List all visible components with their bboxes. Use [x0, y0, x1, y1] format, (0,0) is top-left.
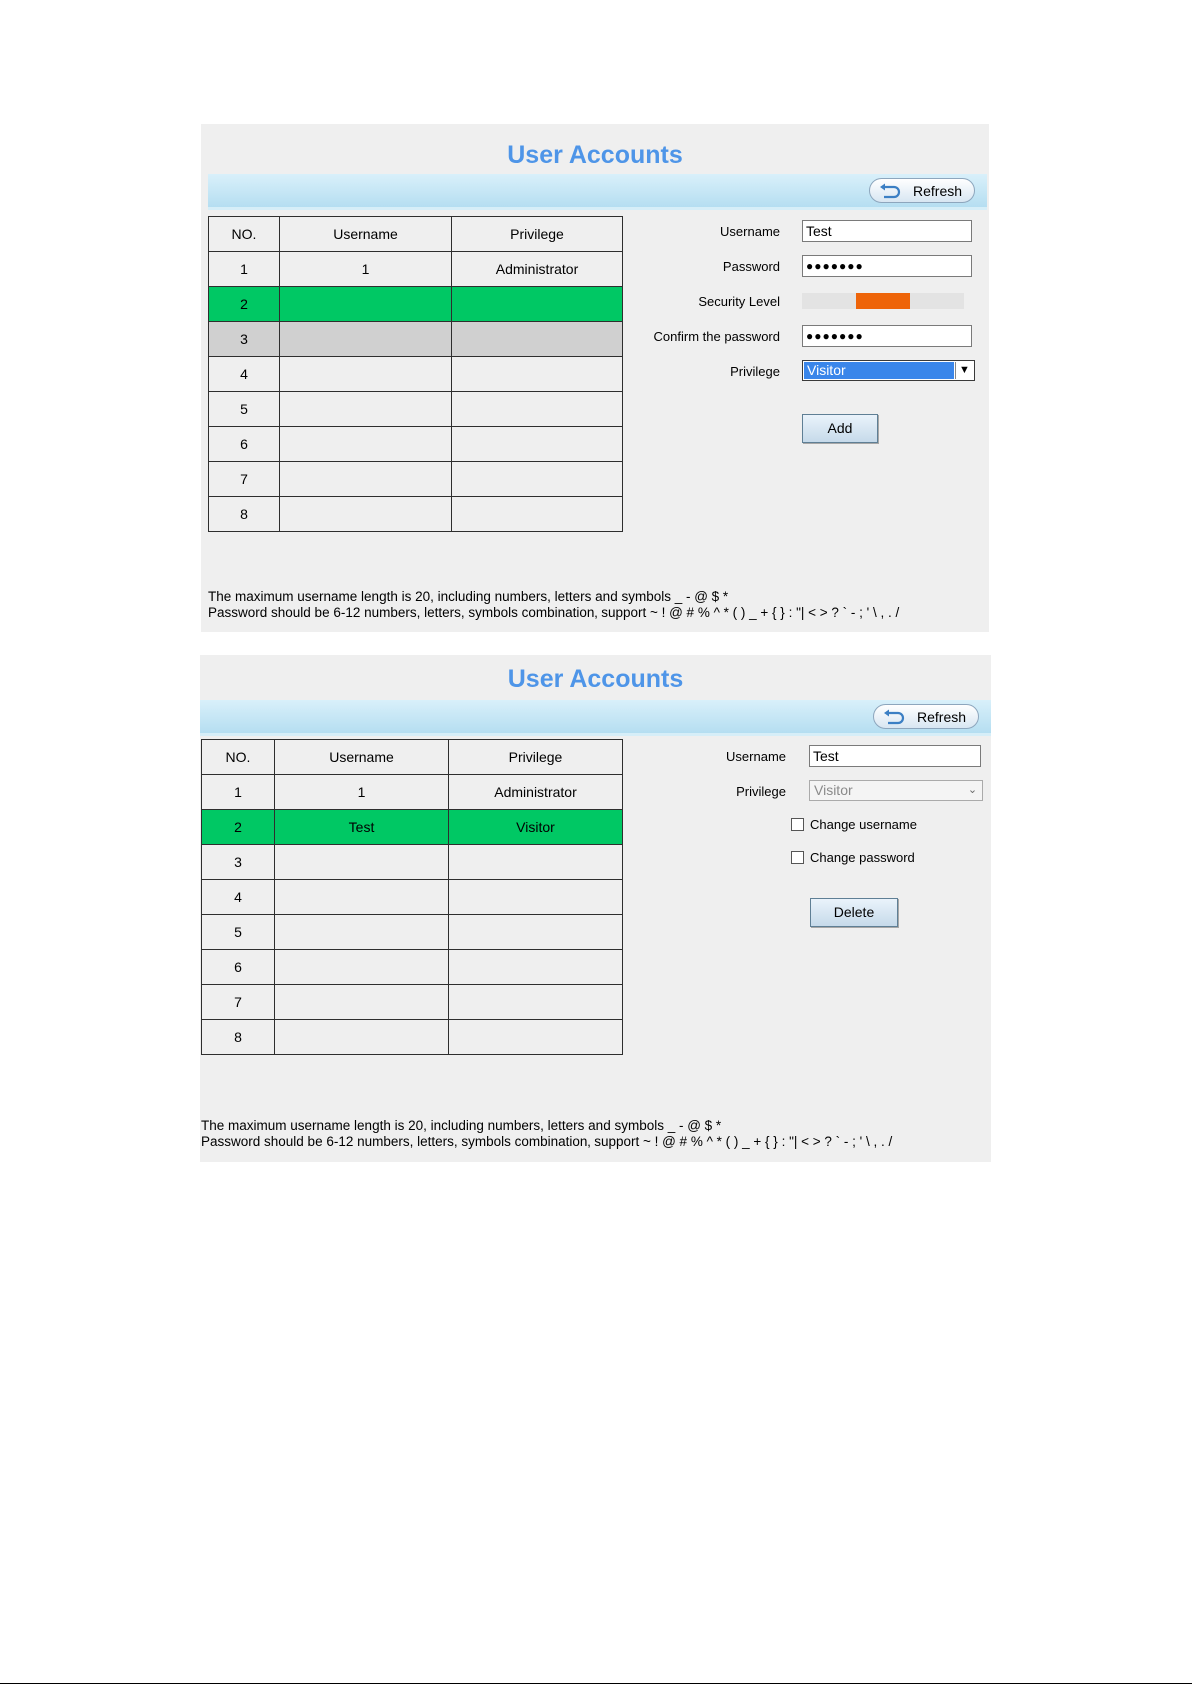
- row-no: 6: [202, 950, 275, 985]
- row-privilege: Administrator: [452, 252, 623, 287]
- delete-button[interactable]: Delete: [810, 898, 898, 927]
- table-row[interactable]: [202, 915, 623, 950]
- row-username: [280, 287, 452, 322]
- password-rule-note: Password should be 6-12 numbers, letters, symbols combination‚ support ~ ! @ # % ^ * ( ) _ + { } : "| < > ? ` - ; ' \ , . /: [201, 1134, 893, 1149]
- username-label: Username: [720, 224, 780, 239]
- change-password-checkbox[interactable]: [791, 851, 804, 864]
- security-level-fill: [856, 293, 910, 309]
- table-row[interactable]: [202, 845, 623, 880]
- row-no: 1: [209, 252, 280, 287]
- privilege-selected-value: Visitor: [804, 362, 954, 379]
- table-row[interactable]: [209, 357, 623, 392]
- refresh-label: Refresh: [913, 183, 963, 199]
- row-username: 1: [275, 775, 449, 810]
- table-row[interactable]: [209, 287, 623, 322]
- row-username: [275, 845, 449, 880]
- table-row[interactable]: [202, 810, 623, 845]
- page-title: User Accounts: [507, 141, 683, 169]
- confirm-password-label: Confirm the password: [653, 329, 780, 344]
- row-username: [275, 1020, 449, 1055]
- table-row[interactable]: [209, 427, 623, 462]
- table-row[interactable]: [202, 985, 623, 1020]
- row-no: 2: [202, 810, 275, 845]
- user-table: [201, 739, 623, 1055]
- table-row[interactable]: [202, 1020, 623, 1055]
- row-privilege: [449, 845, 623, 880]
- table-row[interactable]: [209, 322, 623, 357]
- row-privilege: [449, 950, 623, 985]
- confirm-password-input[interactable]: ●●●●●●●: [802, 325, 972, 347]
- chevron-down-icon: ⌄: [967, 784, 978, 796]
- column-header-privilege: Privilege: [449, 740, 623, 775]
- username-rule-note: The maximum username length is 20, including numbers, letters and symbols _ - @ $ *: [208, 589, 729, 604]
- row-username: [275, 915, 449, 950]
- change-username-checkbox[interactable]: [791, 818, 804, 831]
- password-label: Password: [722, 259, 780, 274]
- row-no: 8: [209, 497, 280, 532]
- row-privilege: [452, 462, 623, 497]
- user-table: [208, 216, 623, 532]
- refresh-label: Refresh: [917, 709, 967, 725]
- username-label: Username: [726, 749, 786, 764]
- page-footer-rule: [0, 1683, 1192, 1684]
- row-username: [275, 985, 449, 1020]
- row-privilege: [449, 1020, 623, 1055]
- row-no: 7: [209, 462, 280, 497]
- row-privilege: [452, 357, 623, 392]
- row-privilege: [449, 985, 623, 1020]
- row-no: 3: [202, 845, 275, 880]
- table-header-row: [202, 740, 623, 775]
- row-privilege: [452, 427, 623, 462]
- security-level-label: Security Level: [698, 294, 780, 309]
- row-no: 6: [209, 427, 280, 462]
- username-rule-note: The maximum username length is 20, including numbers, letters and symbols _ - @ $ *: [201, 1118, 722, 1133]
- row-no: 1: [202, 775, 275, 810]
- column-header-username: Username: [280, 217, 452, 252]
- row-username: [275, 880, 449, 915]
- row-no: 7: [202, 985, 275, 1020]
- change-password-label: Change password: [810, 850, 915, 865]
- row-username: [280, 322, 452, 357]
- privilege-select[interactable]: [809, 780, 983, 801]
- table-header-row: [209, 217, 623, 252]
- refresh-button[interactable]: [873, 704, 979, 729]
- change-username-label: Change username: [810, 817, 917, 832]
- table-row[interactable]: [209, 497, 623, 532]
- row-privilege: [449, 880, 623, 915]
- row-username: [280, 497, 452, 532]
- column-header-no: NO.: [202, 740, 275, 775]
- chevron-down-icon: ▼: [955, 362, 973, 379]
- privilege-select[interactable]: [802, 360, 975, 381]
- add-button[interactable]: Add: [802, 414, 878, 443]
- table-row[interactable]: [209, 462, 623, 497]
- column-header-privilege: Privilege: [452, 217, 623, 252]
- row-username: [280, 357, 452, 392]
- row-privilege: [452, 497, 623, 532]
- row-privilege: [452, 322, 623, 357]
- user-accounts-panel-add: [201, 124, 989, 632]
- username-input[interactable]: Test: [802, 220, 972, 242]
- row-username: Test: [275, 810, 449, 845]
- refresh-button[interactable]: [869, 178, 975, 203]
- row-privilege: [452, 392, 623, 427]
- privilege-label: Privilege: [736, 784, 786, 799]
- row-privilege: [449, 915, 623, 950]
- row-no: 2: [209, 287, 280, 322]
- toolbar-band: [208, 174, 987, 210]
- help-notes: [201, 1118, 892, 1150]
- row-no: 4: [202, 880, 275, 915]
- row-no: 4: [209, 357, 280, 392]
- row-no: 5: [209, 392, 280, 427]
- row-no: 5: [202, 915, 275, 950]
- column-header-no: NO.: [209, 217, 280, 252]
- row-privilege: Visitor: [449, 810, 623, 845]
- column-header-username: Username: [275, 740, 449, 775]
- row-no: 8: [202, 1020, 275, 1055]
- toolbar-band: [200, 700, 991, 736]
- help-notes: [208, 589, 899, 621]
- username-input[interactable]: Test: [809, 745, 981, 767]
- row-username: [275, 950, 449, 985]
- table-row[interactable]: [202, 880, 623, 915]
- row-privilege: Administrator: [449, 775, 623, 810]
- privilege-label: Privilege: [730, 364, 780, 379]
- user-accounts-panel-delete: [200, 655, 991, 1162]
- table-row[interactable]: [202, 950, 623, 985]
- row-privilege: [452, 287, 623, 322]
- security-level-meter: [802, 293, 964, 309]
- privilege-selected-value: Visitor: [814, 782, 853, 798]
- row-username: [280, 392, 452, 427]
- row-username: 1: [280, 252, 452, 287]
- table-row[interactable]: [202, 775, 623, 810]
- refresh-icon: [882, 709, 906, 725]
- password-rule-note: Password should be 6-12 numbers, letters, symbols combination‚ support ~ ! @ # % ^ * ( ) _ + { } : "| < > ? ` - ; ' \ , . /: [208, 605, 900, 620]
- table-row[interactable]: [209, 252, 623, 287]
- password-input[interactable]: ●●●●●●●: [802, 255, 972, 277]
- page-title: User Accounts: [507, 665, 684, 693]
- table-row[interactable]: [209, 392, 623, 427]
- row-username: [280, 462, 452, 497]
- row-no: 3: [209, 322, 280, 357]
- row-username: [280, 427, 452, 462]
- refresh-icon: [878, 183, 902, 199]
